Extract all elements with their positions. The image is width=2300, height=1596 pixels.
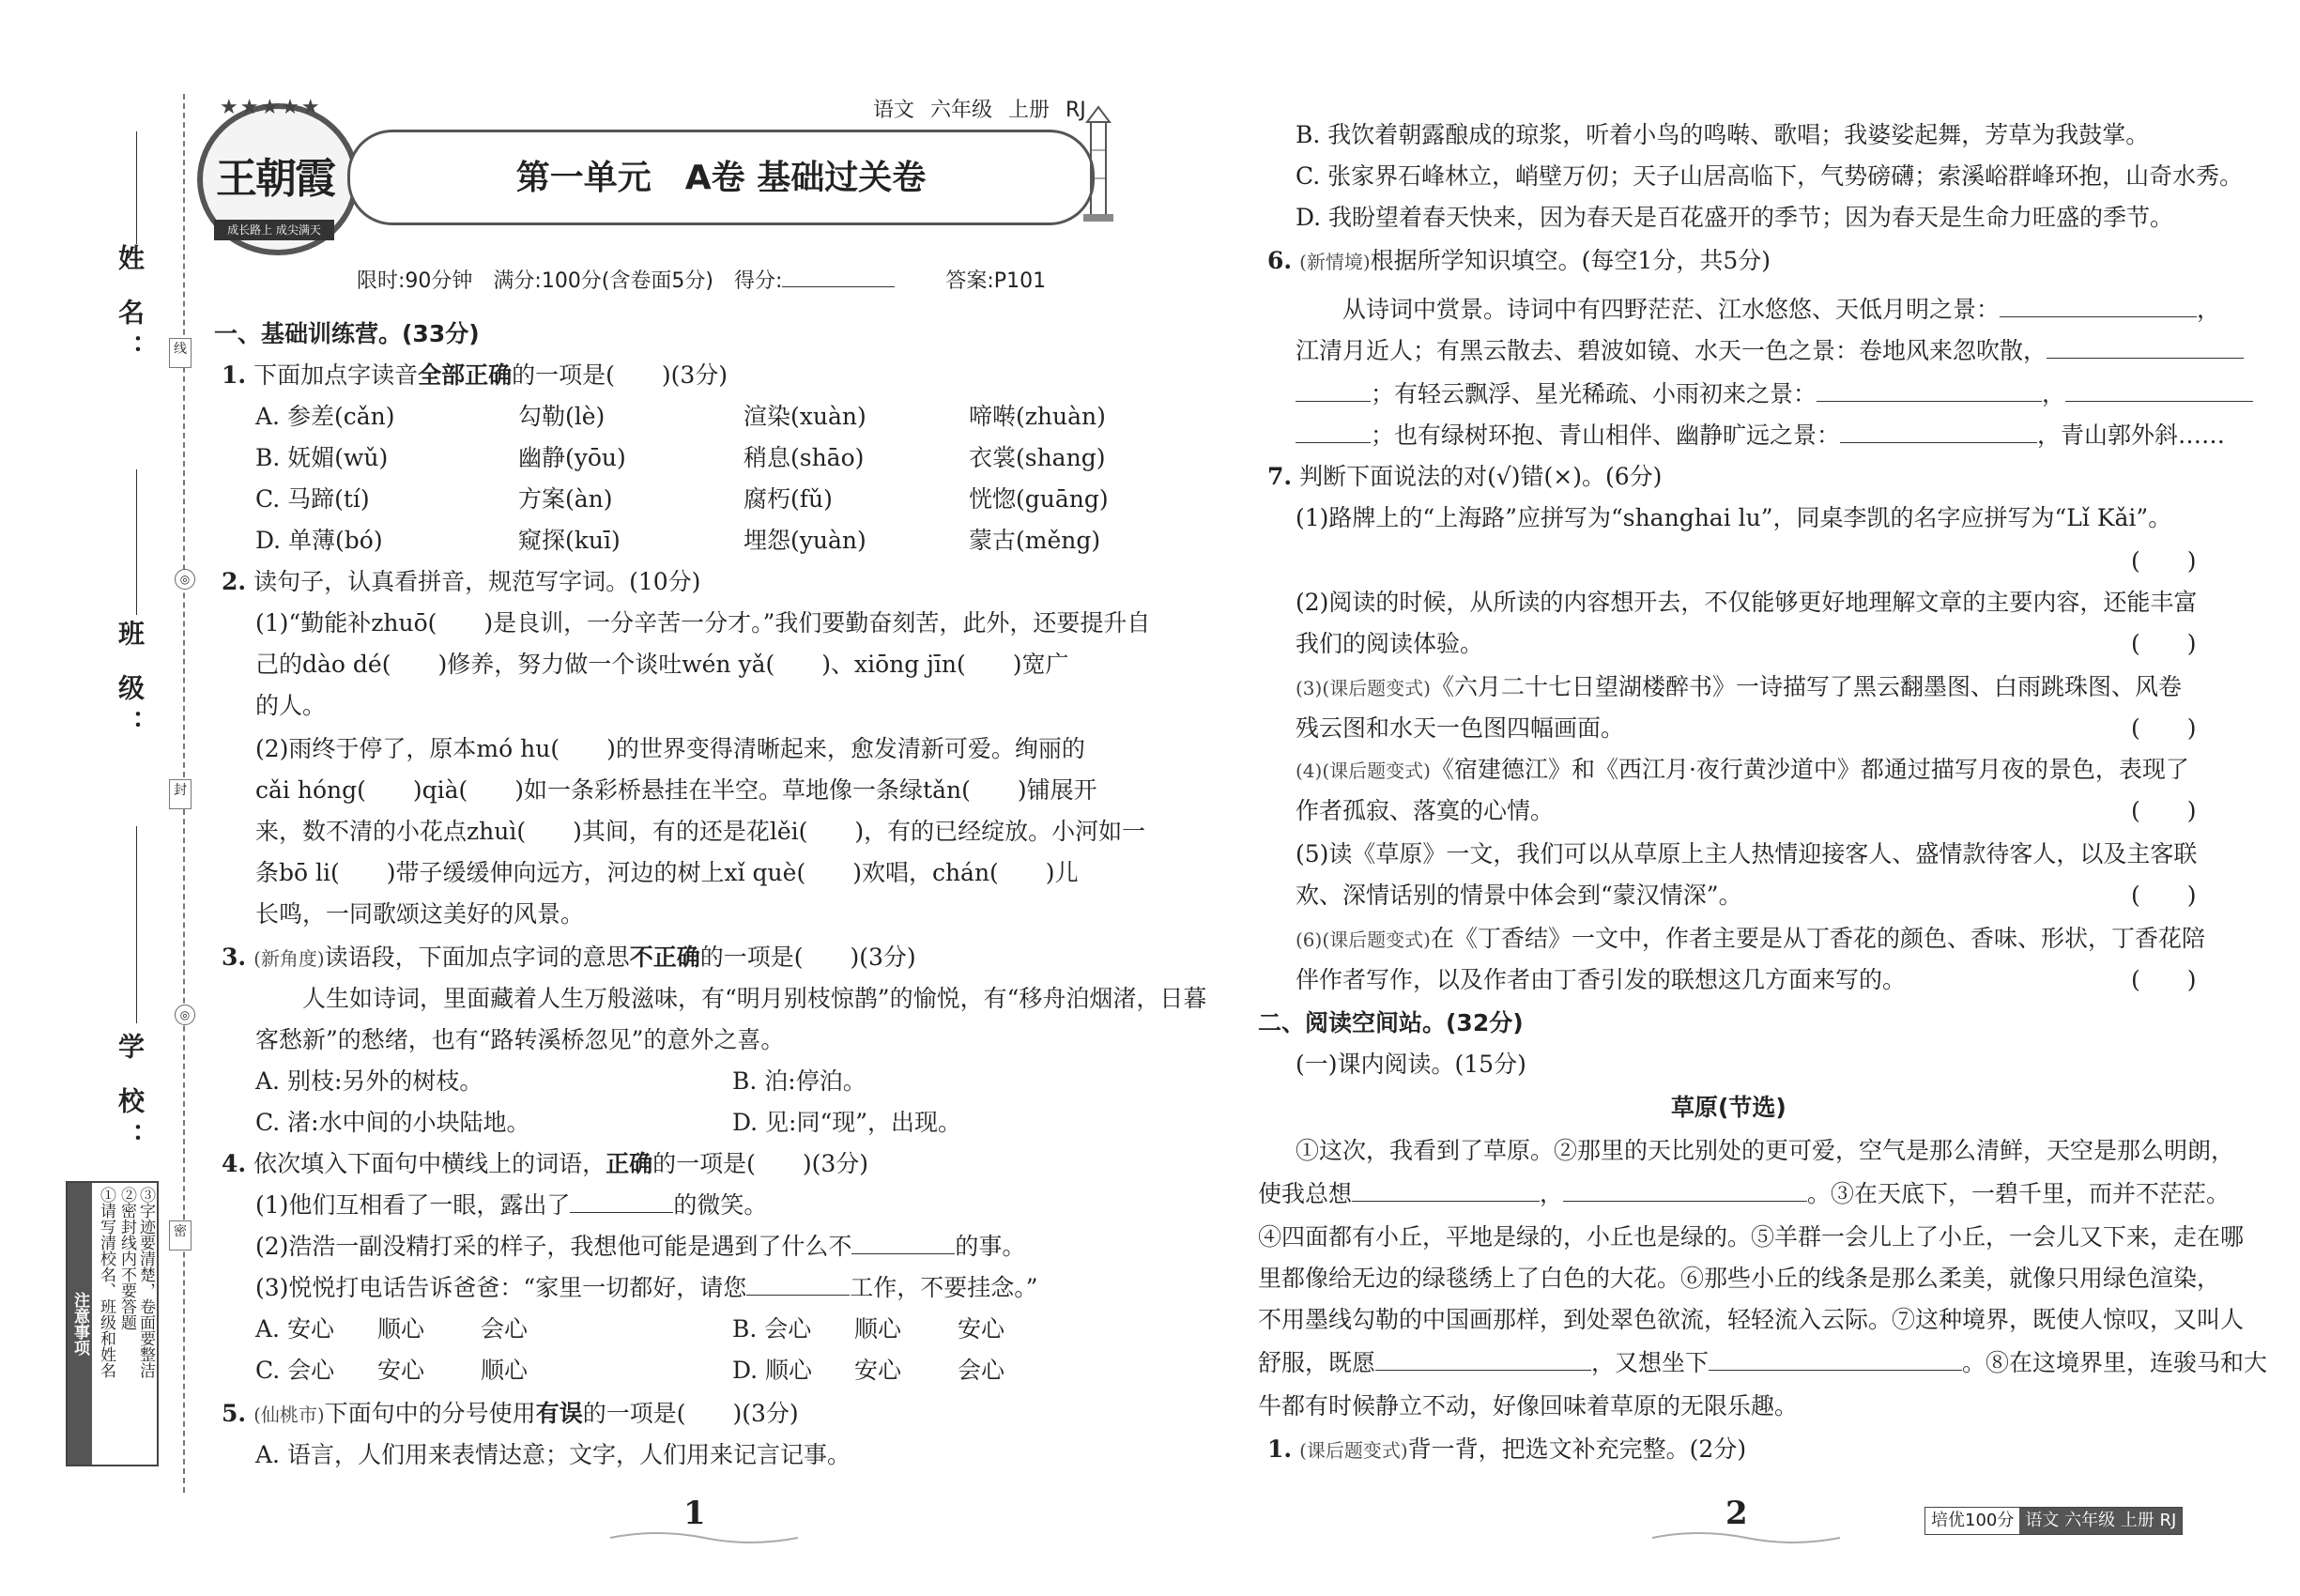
q-num: 2.	[222, 568, 247, 595]
question-5	[222, 1393, 799, 1435]
answer-ref: 答案:P101	[945, 269, 1047, 293]
q-text: 根据所学知识填空。(每空1分，共5分)	[1370, 247, 1771, 274]
q7-item: 残云图和水天一色图四幅画面。	[1296, 714, 1625, 742]
option[interactable]: D. 我盼望着春天快来，因为春天是百花盛开的季节；因为春天是生命力旺盛的季节。	[1296, 204, 2174, 231]
q2-line: (1)“勤能补zhuō( )是良训，一分辛苦一分才。”我们要勤奋刻苦，此外，还要提升自	[255, 609, 1151, 637]
notes-title: 注意事项	[68, 1183, 92, 1465]
judge-paren[interactable]: ( )	[2131, 882, 2197, 909]
book-info: 语文 六年级 上册 RJ	[873, 99, 1086, 122]
fill-blank[interactable]	[1817, 376, 2042, 402]
q-text: 的一项是( )(3分)	[512, 361, 728, 389]
q4-sentence: (2)浩浩一副没精打采的样子，我想他可能是遇到了什么不 的事。	[255, 1226, 1025, 1267]
meta-text: 限时:90分钟 满分:100分(含卷面5分) 得分:	[357, 269, 783, 293]
cut-mark-1: 线	[169, 338, 192, 368]
judge-paren[interactable]: ( )	[2131, 966, 2197, 993]
fill-blank[interactable]	[1563, 1176, 1807, 1202]
fill-blank[interactable]	[1352, 1176, 1540, 1202]
logo-name: 王朝霞	[216, 155, 334, 203]
q-text: 下面句中的分号使用	[324, 1400, 536, 1427]
q-emph: 不正确	[629, 944, 700, 971]
option[interactable]: A. 别枝:另外的树枝。	[255, 1067, 483, 1095]
q4-sentence: (1)他们互相看了一眼，露出了 的微笑。	[255, 1185, 767, 1226]
q-text: 的一项是( )(3分)	[699, 944, 916, 971]
page-flourish-icon	[610, 1528, 798, 1547]
fill-blank[interactable]	[1296, 376, 1371, 402]
q6-line: 江清月近人；有黑云散去、碧波如镜、水天一色之景：卷地风来忽吹散，	[1296, 330, 2244, 372]
q7-item: 欢、深情话别的情景中体会到“蒙汉情深”。	[1296, 882, 1742, 909]
lighthouse-icon	[1080, 103, 1117, 225]
q-text: 背一背，把选文补充完整。(2分)	[1407, 1435, 1747, 1463]
question-6	[1267, 240, 1771, 283]
q-tag: (新角度)	[253, 947, 325, 970]
footer-badge	[1924, 1507, 2183, 1535]
cut-mark-2: 封	[169, 779, 192, 809]
judge-paren[interactable]: ( )	[2131, 714, 2197, 742]
name-line	[136, 131, 137, 244]
q-text: 判断下面说法的对(√)错(×)。(6分)	[1299, 463, 1663, 490]
q3-passage-line: 客愁新”的愁绪，也有“路转溪桥忽见”的意外之喜。	[255, 1026, 785, 1053]
option[interactable]: B. 泊:停泊。	[732, 1067, 866, 1095]
q6-line: ；也有绿树环抱、青山相伴、幽静旷远之景： ，青山郭外斜……	[1296, 415, 2225, 456]
stars-icon: ★★★★★	[220, 96, 322, 119]
judge-paren[interactable]: ( )	[2131, 547, 2197, 575]
q-text: 读语段，下面加点字词的意思	[324, 944, 630, 971]
q-num: 4.	[222, 1150, 247, 1177]
q-text: 的一项是( )(3分)	[652, 1150, 869, 1177]
option[interactable]: D. 见:同“现”，出现。	[732, 1109, 962, 1136]
passage-title: 草原(节选)	[1671, 1094, 1786, 1121]
fill-blank[interactable]	[746, 1270, 850, 1296]
q7-item: 作者孤寂、落寞的心情。	[1296, 797, 1555, 824]
fill-blank[interactable]	[1375, 1345, 1591, 1371]
note-item: ②密封线内不要答题	[117, 1187, 136, 1330]
q-text: 依次填入下面句中横线上的词语，	[253, 1150, 606, 1177]
fill-blank[interactable]	[570, 1188, 673, 1213]
question-4	[222, 1143, 868, 1185]
passage-line: ④四面都有小丘，平地是绿的，小丘也是绿的。⑤羊群一会儿上了小丘，一会儿又下来，走在哪	[1258, 1223, 2245, 1251]
q7-item: (4)(课后题变式)《宿建德江》和《西江月·夜行黄沙道中》都通过描写月夜的景色，表现了	[1296, 756, 2189, 783]
fill-blank[interactable]	[851, 1229, 955, 1254]
note-item: ①请写清校名、班级和姓名	[97, 1187, 115, 1378]
question-3	[222, 937, 916, 979]
q2-line: 的人。	[255, 692, 327, 719]
class-label: 班 级：	[115, 620, 146, 745]
school-label: 学 校：	[115, 1033, 146, 1159]
cut-mark-3: 密	[169, 1220, 192, 1251]
passage-line: 牛都有时候静立不动，好像回味着草原的无限乐趣。	[1258, 1392, 1799, 1420]
q-num: 6.	[1267, 247, 1293, 274]
q2-line: cǎi hóng( )qià( )如一条彩桥悬挂在半空。草地像一条绿tǎn( )铺展开	[255, 776, 1097, 804]
fill-blank[interactable]	[1709, 1345, 1962, 1371]
header-banner	[197, 94, 1117, 235]
q7-item: (3)(课后题变式)《六月二十七日望湖楼醉书》一诗描写了黑云翻墨图、白雨跳珠图、风卷	[1296, 673, 2182, 700]
fill-blank[interactable]	[2065, 376, 2253, 402]
page-number: 1	[683, 1495, 706, 1532]
option[interactable]: A. 安心 顺心 会心	[255, 1315, 529, 1343]
q7-item: (6)(课后题变式)在《丁香结》一文中，作者主要是从丁香花的颜色、香味、形状，丁香花陪	[1296, 925, 2205, 952]
q-tag: (新情境)	[1299, 251, 1371, 273]
staple-icon: ◎	[175, 1005, 195, 1025]
school-line	[136, 826, 137, 1023]
option[interactable]: C. 渚:水中间的小块陆地。	[255, 1109, 530, 1136]
option[interactable]: A. 语言，人们用来表情达意；文字，人们用来记言记事。	[255, 1441, 851, 1468]
option[interactable]: B. 会心 顺心 安心	[732, 1315, 1005, 1343]
passage-line: 使我总想 ， 。③在天底下，一碧千里，而并不茫茫。	[1258, 1174, 2230, 1215]
question-1	[222, 355, 728, 396]
q2-line: 条bō li( )带子缓缓伸向远方，河边的树上xǐ què( )欢唱，chán( )儿	[255, 859, 1079, 886]
q-emph: 正确	[606, 1150, 653, 1177]
q2-line: 己的dào dé( )修养，努力做一个谈吐wén yǎ( )、xiōng jīn( )宽广	[255, 651, 1069, 678]
q-tag: (仙桃市)	[253, 1404, 325, 1426]
footer-brand: 培优100分	[1931, 1511, 2015, 1530]
q-emph: 全部正确	[418, 361, 513, 389]
fill-blank[interactable]	[2047, 333, 2244, 359]
option[interactable]: C. 会心 安心 顺心	[255, 1357, 529, 1384]
note-item: ③字迹要清楚，卷面要整洁	[136, 1187, 155, 1378]
judge-paren[interactable]: ( )	[2131, 797, 2197, 824]
passage-line: 不用墨线勾勒的中国画那样，到处翠色欲流，轻轻流入云际。⑦这种境界，既使人惊叹，又叫人	[1258, 1306, 2245, 1333]
q-num: 3.	[222, 944, 247, 971]
page-number: 2	[1725, 1495, 1748, 1532]
q2-line: 来，数不清的小花点zhuì( )其间，有的还是花lěi( )，有的已经绽放。小河如一	[255, 818, 1146, 845]
fill-blank[interactable]	[1296, 418, 1371, 443]
footer-book-info: 语文 六年级 上册 RJ	[2019, 1508, 2182, 1534]
q6-line: ；有轻云飘浮、星光稀疏、小雨初来之景： ，	[1296, 374, 2253, 415]
q-num: 5.	[222, 1400, 247, 1427]
subsection-title: (一)课内阅读。(15分)	[1296, 1051, 1526, 1078]
passage-line: ①这次，我看到了草原。②那里的天比别处的更可爱，空气是那么清鲜，天空是那么明朗，	[1296, 1137, 2235, 1164]
staple-icon: ◎	[175, 569, 195, 590]
option[interactable]: C. 张家界石峰林立，峭壁万仞；天子山居高临下，气势磅礴；索溪峪群峰环抱，山奇水秀。	[1296, 162, 2244, 190]
q7-item: 伴作者写作，以及作者由丁香引发的联想这几方面来写的。	[1296, 966, 1907, 993]
class-line	[136, 469, 137, 615]
q7-item: (2)阅读的时候，从所读的内容想开去，不仅能够更好地理解文章的主要内容，还能丰富	[1296, 589, 2198, 616]
binding-strip	[0, 0, 191, 1596]
q4-sentence: (3)悦悦打电话告诉爸爸：“家里一切都好，请您 工作，不要挂念。”	[255, 1267, 1038, 1309]
page-title: 第一单元 A卷 基础过关卷	[515, 159, 927, 197]
exam-meta	[357, 261, 1046, 302]
page-flourish-icon	[1652, 1528, 1840, 1547]
q-num: 1.	[1267, 1435, 1293, 1463]
option[interactable]: B. 我饮着朝露酿成的琼浆，听着小鸟的鸣啭、歌唱；我婆娑起舞，芳草为我鼓掌。	[1296, 121, 2150, 148]
q2-line: (2)雨终于停了，原本mó hu( )的世界变得清晰起来，愈发清新可爱。绚丽的	[255, 735, 1085, 762]
q-text: 下面加点字读音	[253, 361, 419, 389]
option[interactable]: D. 顺心 安心 会心	[732, 1357, 1005, 1384]
q2-line: 长鸣，一同歌颂这美好的风景。	[255, 900, 585, 928]
q-text: 读句子，认真看拼音，规范写字词。(10分)	[253, 568, 701, 595]
fill-blank[interactable]	[1840, 418, 2037, 443]
title-box	[347, 130, 1095, 225]
q7-item: (5)读《草原》一文，我们可以从草原上主人热情迎接客人、盛情款待客人，以及主客联	[1296, 840, 2198, 867]
option-row[interactable]: C. 马蹄(tí) 方案(àn) 腐朽(fǔ) 恍惚(guāng)	[255, 485, 1109, 513]
judge-paren[interactable]: ( )	[2131, 630, 2197, 657]
question-7	[1267, 456, 1662, 498]
q-num: 7.	[1267, 463, 1293, 490]
notes-box	[66, 1181, 159, 1466]
q3-passage-line: 人生如诗词，里面藏着人生万般滋味，有“明月别枝惊鹊”的愉悦，有“移舟泊烟渚，日暮	[302, 985, 1207, 1012]
logo-ribbon: 成长路上 成尖满天	[214, 220, 334, 240]
passage-line: 里都像给无边的绿毯绣上了白色的大花。⑥那些小丘的线条是那么柔美，就像只用绿色渲染，	[1258, 1265, 2221, 1292]
score-blank[interactable]	[782, 262, 895, 287]
q-tag: (课后题变式)	[1299, 1439, 1408, 1462]
q-text: 的一项是( )(3分)	[582, 1400, 799, 1427]
name-label: 姓 名：	[115, 244, 146, 370]
fill-blank[interactable]	[2000, 292, 2197, 317]
q-num: 1.	[222, 361, 247, 389]
q7-item: 我们的阅读体验。	[1296, 630, 1484, 657]
section-1-title: 一、基础训练营。(33分)	[214, 320, 480, 347]
passage-line: 舒服，既愿 ，又想坐下 。⑧在这境界里，连骏马和大	[1258, 1343, 2267, 1384]
q6-line: 从诗词中赏景。诗词中有四野茫茫、江水悠悠、天低月明之景： ，	[1342, 289, 2220, 330]
q-emph: 有误	[535, 1400, 583, 1427]
reading-question-1	[1267, 1429, 1746, 1471]
option-row[interactable]: D. 单薄(bó) 窥探(kuī) 埋怨(yuàn) 蒙古(měng)	[255, 527, 1101, 554]
q7-item: (1)路牌上的“上海路”应拼写为“shanghai lu”，同桌李凯的名字应拼写为“Lǐ Kǎi”。	[1296, 504, 2172, 531]
question-2	[222, 561, 700, 603]
option-row[interactable]: B. 妩媚(wǔ) 幽静(yōu) 稍息(shāo) 衣裳(shang)	[255, 444, 1106, 471]
brand-logo	[197, 96, 359, 255]
option-row[interactable]: A. 参差(cǎn) 勾勒(lè) 渲染(xuàn) 啼啭(zhuàn)	[255, 403, 1106, 430]
section-2-title: 二、阅读空间站。(32分)	[1258, 1009, 1524, 1036]
